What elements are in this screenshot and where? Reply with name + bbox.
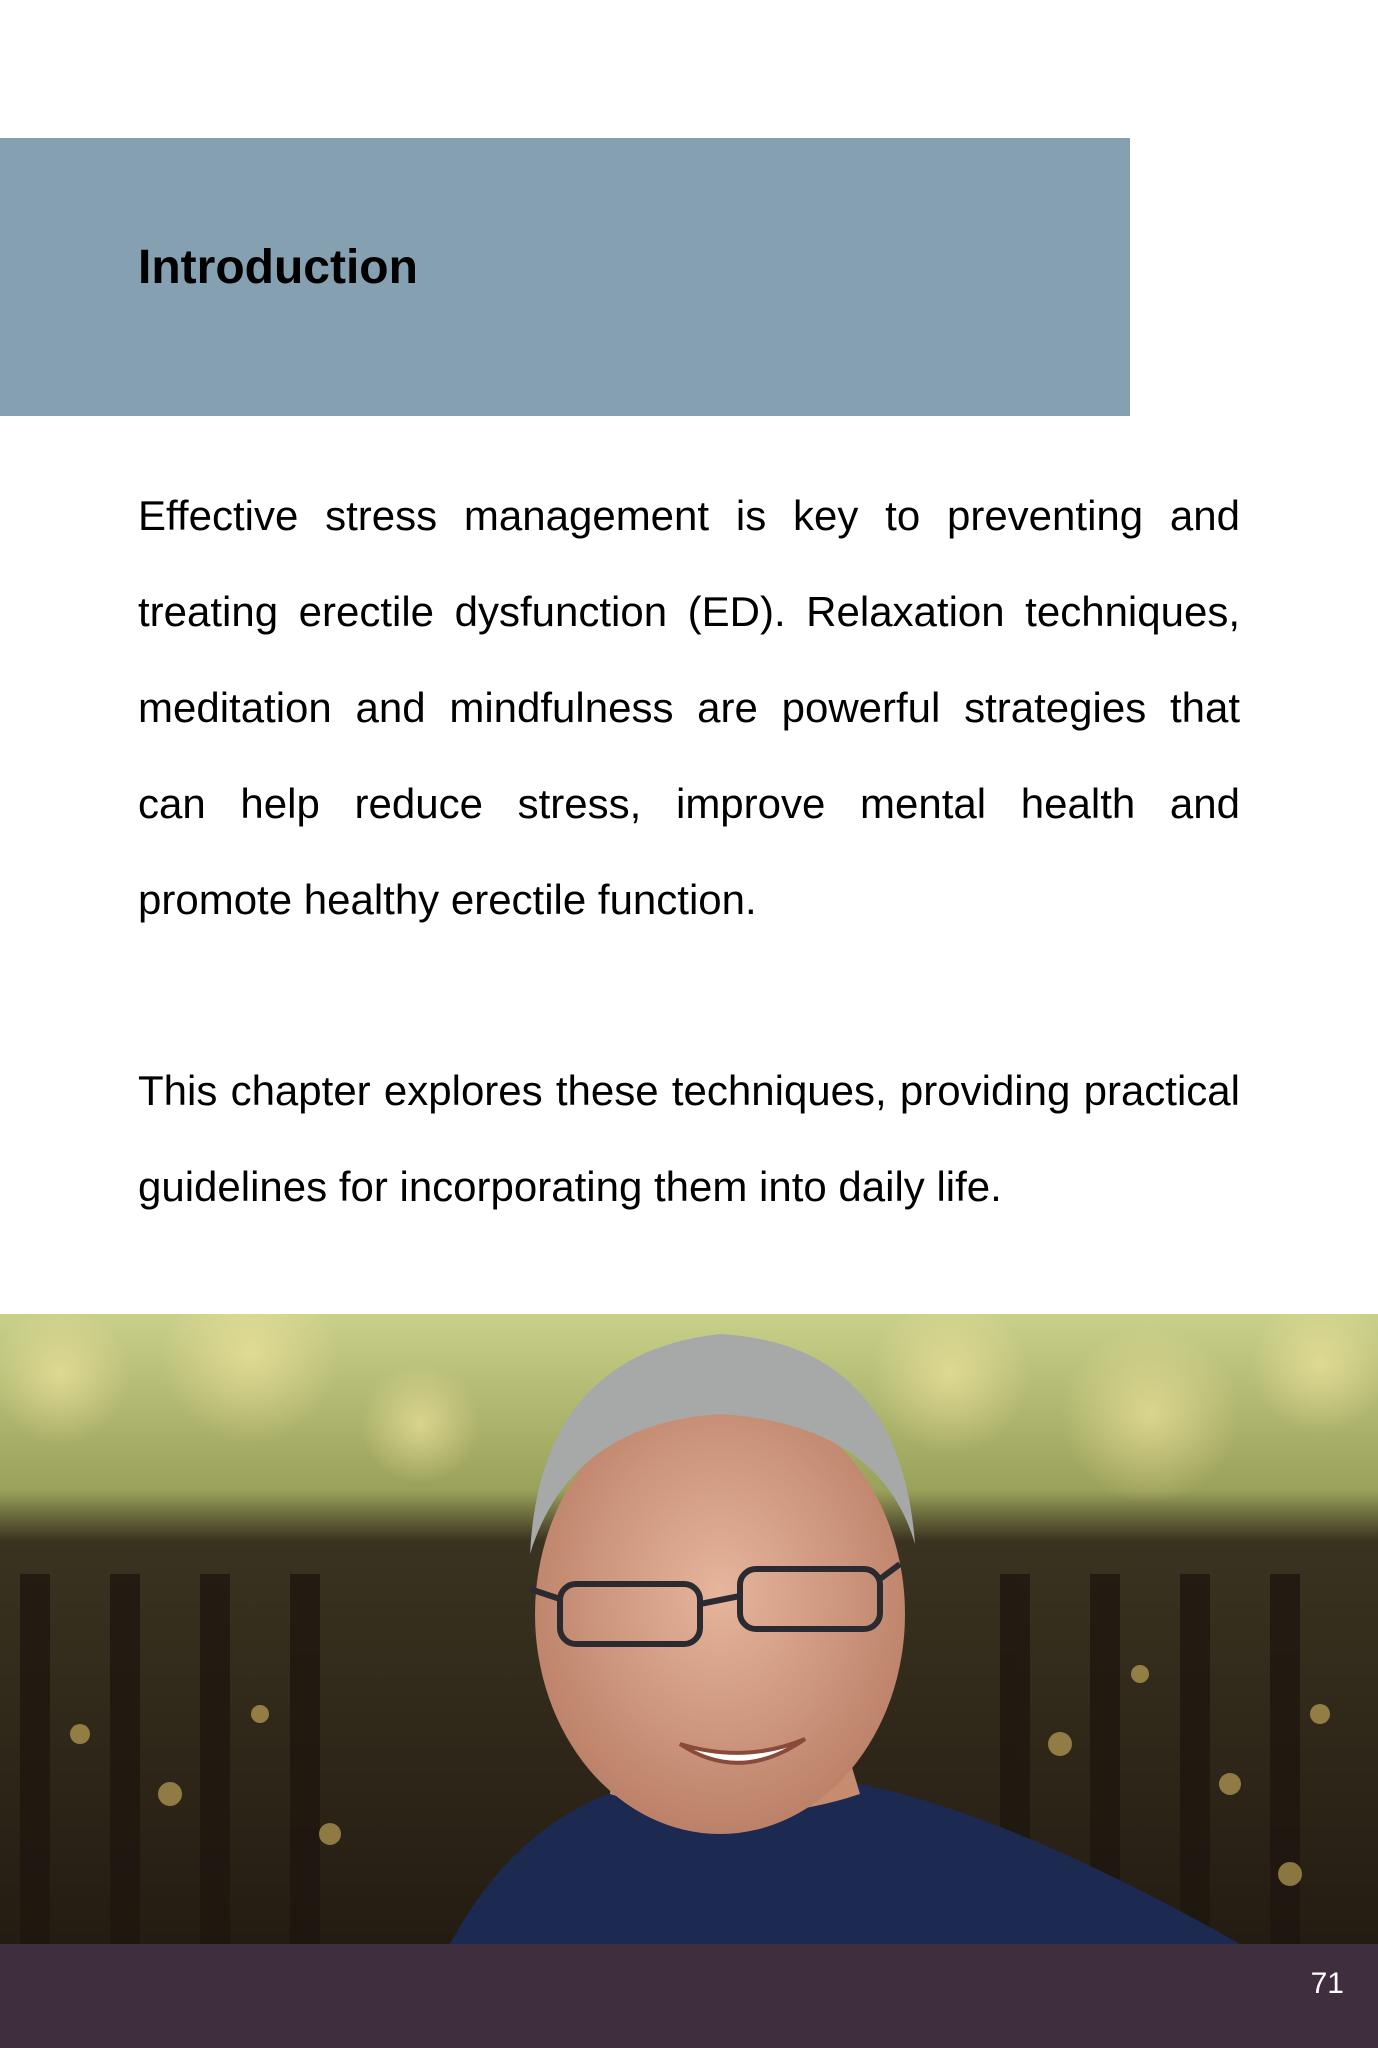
page-title: Introduction <box>138 241 418 294</box>
intro-paragraph-1: Effective stress management is key to preventing and treating erectile dysfunction (ED). Relaxation techniques, meditation and mindfulness are powerful strategies that can help reduce stress, improve mental health and promote healthy erectile function. <box>138 492 1240 923</box>
page-number: 71 <box>1310 1967 1344 2000</box>
intro-paragraph-2: This chapter explores these techniques, providing practical guidelines for incorporating them into daily life. <box>138 1067 1240 1210</box>
smiling-man-photo <box>0 1314 1378 1944</box>
footer-band <box>0 1944 1378 2048</box>
